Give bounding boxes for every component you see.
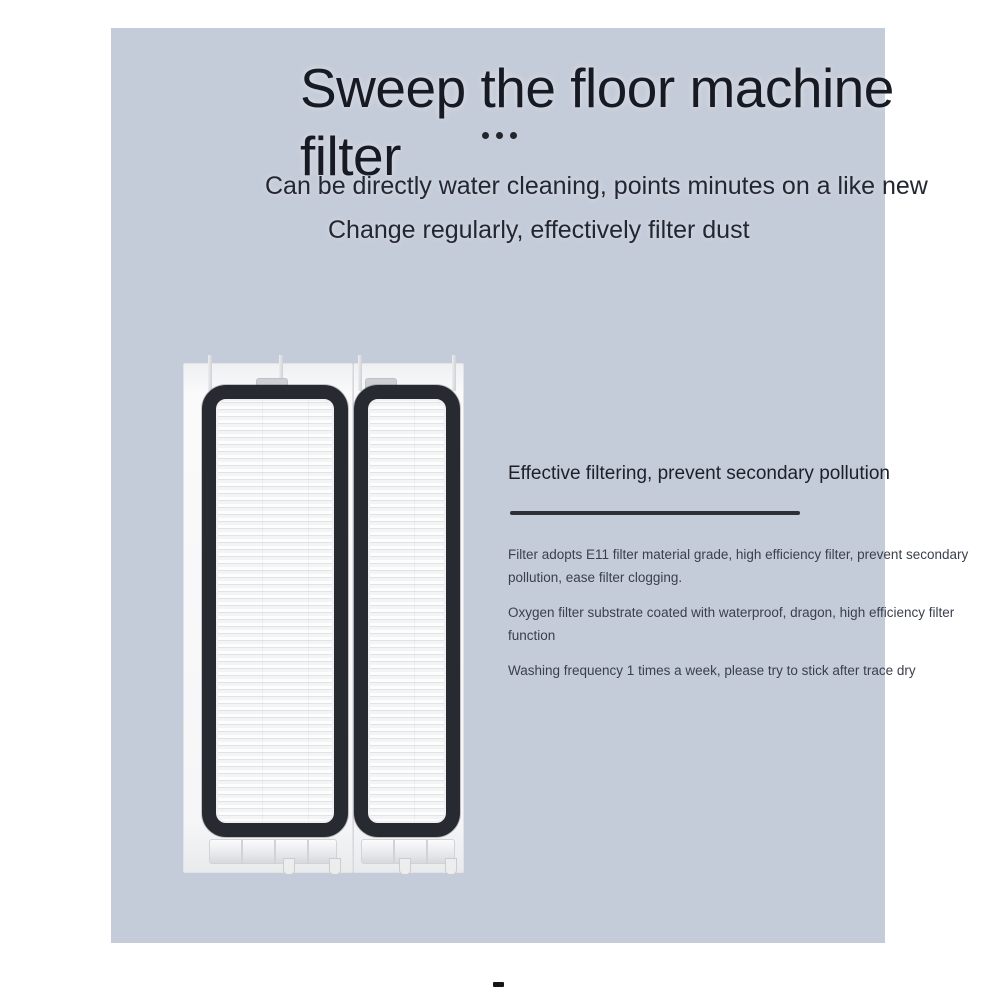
latch-hook	[329, 858, 341, 875]
feature-paragraph: Oxygen filter substrate coated with waterproof, dragon, high efficiency filter function	[508, 605, 955, 643]
latch-hook	[445, 858, 457, 875]
feature-paragraphs	[508, 543, 988, 694]
more-dots-icon	[482, 132, 517, 139]
page-title: Sweep the floor machine filter	[300, 57, 894, 187]
mount-pin	[358, 355, 362, 391]
dot	[482, 132, 489, 139]
feature-paragraph: Washing frequency 1 times a week, please try to stick after trace dry	[508, 663, 916, 678]
hepa-filter-right	[354, 385, 460, 837]
dot	[496, 132, 503, 139]
mount-pin	[452, 355, 456, 391]
latch-hook	[283, 858, 295, 875]
bottom-dash-mark	[493, 982, 504, 987]
dot	[510, 132, 517, 139]
divider-line	[510, 511, 800, 515]
feature-heading: Effective filtering, prevent secondary pollution	[508, 463, 890, 484]
latch-hook	[399, 858, 411, 875]
subtitle-line-2: Change regularly, effectively filter dust	[328, 216, 750, 244]
hepa-filter-left	[202, 385, 348, 837]
subtitle-line-1: Can be directly water cleaning, points minutes on a like new	[265, 172, 928, 200]
product-photo	[183, 355, 464, 879]
feature-paragraph: Filter adopts E11 filter material grade, high efficiency filter, prevent secondary pollution, ease filter clogging.	[508, 547, 969, 585]
filter-bottom-latch	[209, 839, 337, 864]
mount-pin	[208, 355, 212, 391]
